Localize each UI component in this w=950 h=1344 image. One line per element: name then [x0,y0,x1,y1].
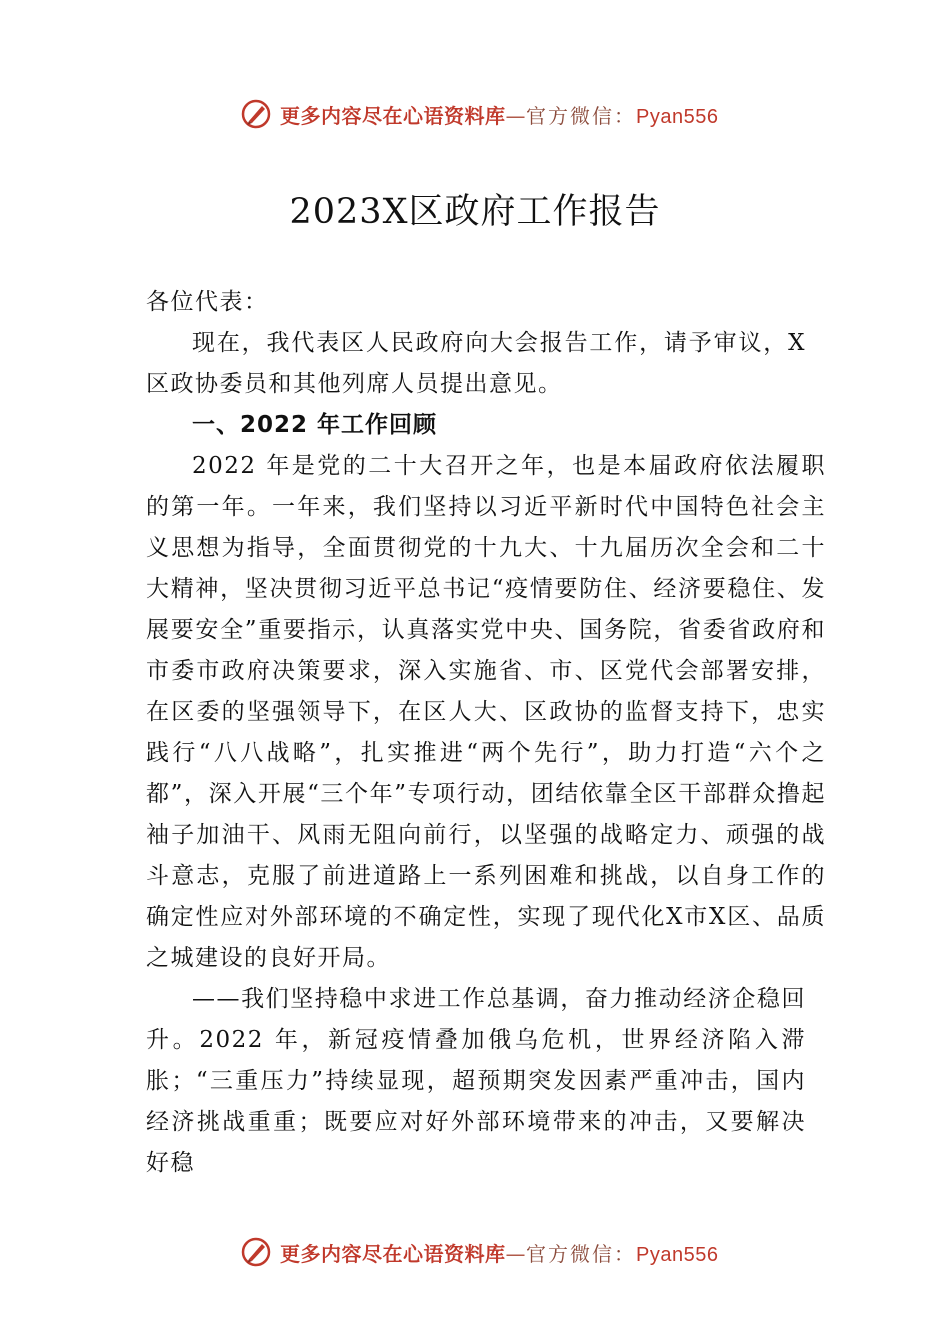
banner-separator: — [505,1241,526,1266]
header-banner [240,94,760,134]
banner-label: 官方微信： [526,1241,636,1266]
paragraph-2: ——我们坚持稳中求进工作总基调，奋力推动经济企稳回升。2022 年，新冠疫情叠加俄乌危机，世界经济陷入滞胀；“三重压力”持续显现，超预期突发因素严重冲击，国内经济挑战重重；既要应对好外部环境带来的冲击，又要解决好稳 [146,986,806,1176]
banner-wechat-id: Pyan556 [636,1243,719,1266]
banner-brand: 更多内容尽在心语资料库 [280,1241,506,1266]
pen-seal-logo-icon [240,98,272,130]
pen-seal-logo-icon [240,1236,272,1268]
salutation: 各位代表： [146,289,269,315]
footer-banner [240,1232,760,1272]
banner-brand: 更多内容尽在心语资料库 [280,103,506,128]
document-title: 2023X区政府工作报告 [289,192,661,232]
banner-separator: — [505,103,526,128]
intro-paragraph: 现在，我代表区人民政府向大会报告工作，请予审议，X区政协委员和其他列席人员提出意见。 [146,330,806,397]
document-body [146,282,826,1184]
banner-text [280,1238,718,1267]
banner-label: 官方微信： [526,103,636,128]
banner-text [280,100,718,129]
paragraph-1: 2022 年是党的二十大召开之年，也是本届政府依法履职的第一年。一年来，我们坚持以习近平新时代中国特色社会主义思想为指导，全面贯彻党的十九大、十九届历次全会和二十大精神，坚决贯彻习近平总书记“疫情要防住、经济要稳住、发展要安全”重要指示，认真落实党中央、国务院，省委省政府和市委市政府决策要求，深入实施省、市、区党代会部署安排，在区委的坚强领导下，在区人大、区政协的监督支持下，忠实践行“八八战略”，扎实推进“两个先行”，助力打造“六个之都”，深入开展“三个年”专项行动，团结依靠全区干部群众撸起袖子加油干、风雨无阻向前行，以坚强的战略定力、顽强的战斗意志，克服了前进道路上一系列困难和挑战，以自身工作的确定性应对外部环境的不确定性，实现了现代化X市X区、品质之城建设的良好开局。 [146,453,826,971]
banner-wechat-id: Pyan556 [636,105,719,128]
section-heading: 一、2022 年工作回顾 [192,412,438,438]
